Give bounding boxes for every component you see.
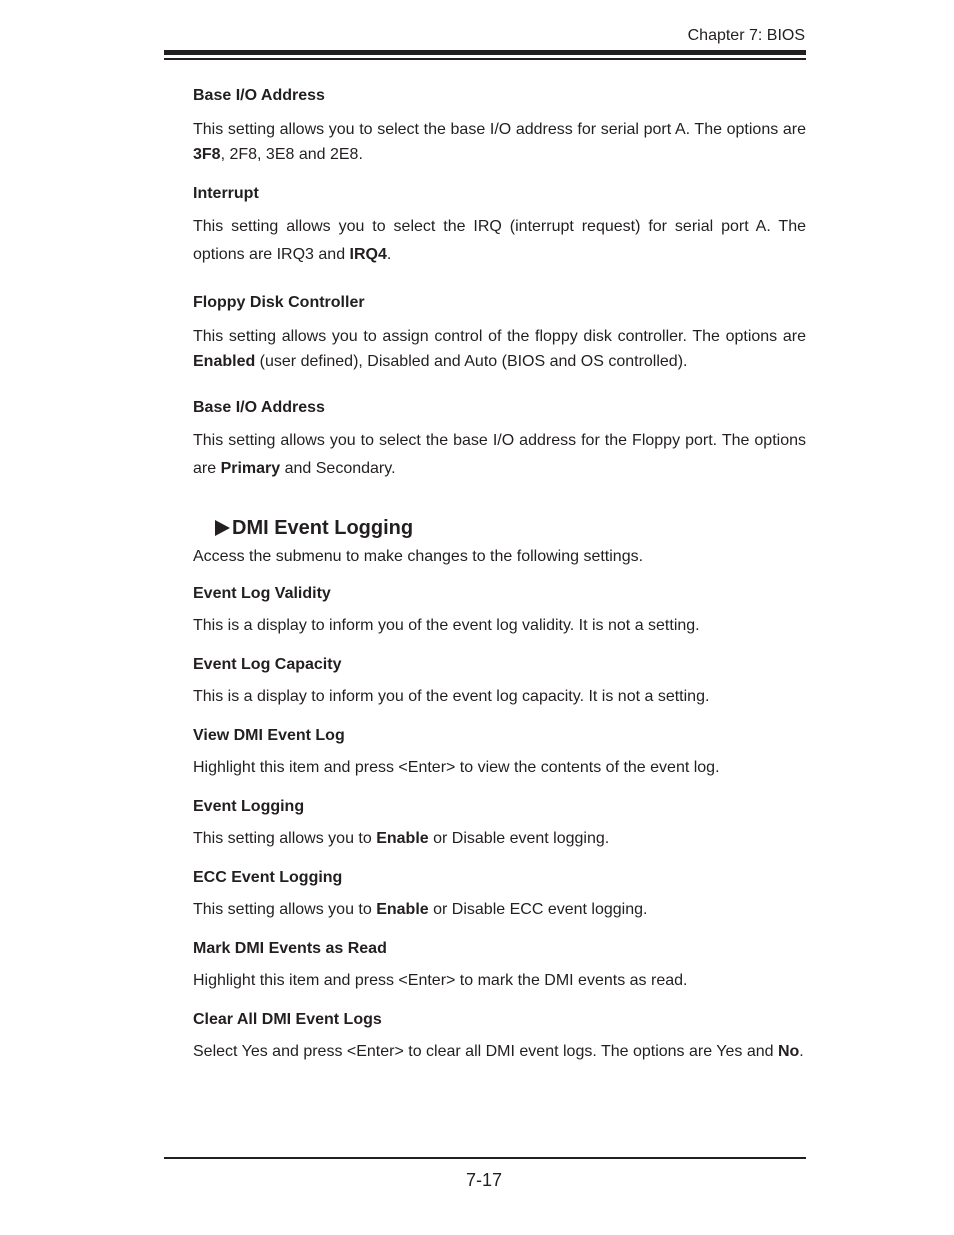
section-event-logging — [193, 797, 806, 851]
section-title: Event Log Capacity — [193, 656, 342, 673]
section-description: This setting allows you to assign control of the floppy disk controller. The options are Enabled (user defined), Disabled and Auto (BIOS and OS controlled). — [193, 328, 806, 370]
section-view-dmi-event-log — [193, 726, 806, 780]
section-mark-dmi-events-read — [193, 939, 806, 993]
section-dmi-event-logging — [193, 515, 806, 569]
section-description: This is a display to inform you of the event log validity. It is not a setting. — [193, 617, 700, 634]
section-description: Select Yes and press <Enter> to clear all DMI event logs. The options are Yes and No. — [193, 1043, 804, 1060]
section-description: This setting allows you to Enable or Disable ECC event logging. — [193, 901, 648, 918]
section-title: Base I/O Address — [193, 87, 325, 104]
page-number: 7-17 — [465, 1170, 503, 1190]
section-title: View DMI Event Log — [193, 727, 345, 744]
section-title: Event Log Validity — [193, 585, 331, 602]
header-rule-thick — [164, 50, 806, 55]
submenu-arrow-icon — [215, 520, 230, 536]
page-content — [193, 86, 806, 1081]
section-clear-dmi-event-logs — [193, 1010, 806, 1064]
section-title: ECC Event Logging — [193, 869, 343, 886]
section-description: This setting allows you to select the IRQ (interrupt request) for serial port A. The options are IRQ3 and IRQ4. — [193, 218, 806, 263]
section-event-log-validity — [193, 584, 806, 638]
footer-rule — [164, 1157, 806, 1159]
submenu-intro: Access the submenu to make changes to the following settings. — [193, 548, 644, 565]
section-title: Event Logging — [193, 798, 305, 815]
section-interrupt — [193, 184, 806, 269]
section-event-log-capacity — [193, 655, 806, 709]
section-description: This is a display to inform you of the event log capacity. It is not a setting. — [193, 688, 710, 705]
section-floppy-disk-controller — [193, 293, 806, 374]
section-ecc-event-logging — [193, 868, 806, 922]
section-title: Interrupt — [193, 185, 259, 202]
section-title: Clear All DMI Event Logs — [193, 1011, 382, 1028]
section-description: This setting allows you to Enable or Disable event logging. — [193, 830, 610, 847]
section-title: Floppy Disk Controller — [193, 294, 365, 311]
section-title: Mark DMI Events as Read — [193, 940, 387, 957]
section-description: This setting allows you to select the base I/O address for serial port A. The options are 3F8, 2F8, 3E8 and 2E8. — [193, 121, 806, 163]
section-serial-base-io — [193, 86, 806, 167]
section-title: Base I/O Address — [193, 399, 325, 416]
chapter-header: Chapter 7: BIOS — [687, 27, 805, 44]
section-floppy-base-io — [193, 398, 806, 483]
header-rule-thin — [164, 58, 806, 60]
section-description: This setting allows you to select the base I/O address for the Floppy port. The options are Primary and Secondary. — [193, 432, 806, 477]
submenu-heading: DMI Event Logging — [215, 515, 806, 541]
section-description: Highlight this item and press <Enter> to view the contents of the event log. — [193, 759, 720, 776]
section-description: Highlight this item and press <Enter> to mark the DMI events as read. — [193, 972, 688, 989]
